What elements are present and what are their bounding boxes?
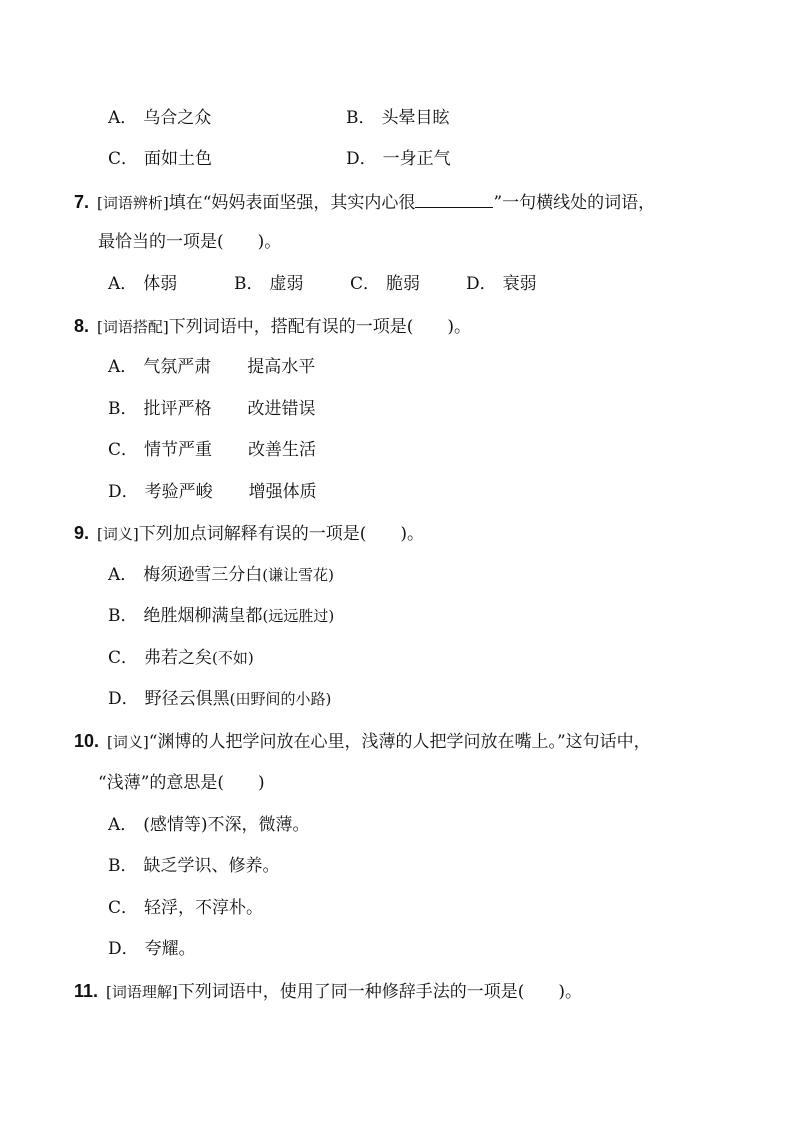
q6-option-c: C． 面如土色 [108,149,213,169]
q7-option-c: C． 脆弱 [350,274,421,294]
q8-option-a: A． 气氛严肃 提高水平 [108,357,316,377]
q10-option-a: A． (感情等)不深，微薄。 [108,815,310,835]
q11-stem: 11. [词语理解]下列词语中，使用了同一种修辞手法的一项是( )。 [74,981,583,1002]
q9-stem: 9. [词义]下列加点词解释有误的一项是( )。 [74,523,424,544]
q9-option-c: C． 弗若之矣(不如) [108,648,254,668]
q6-option-d: D． 一身正气 [346,149,451,169]
q9-number: 9. [74,523,90,543]
q9-tag: [词义] [97,525,139,543]
q7-tag: [词语辨析] [97,194,169,212]
q7-option-d: D． 衰弱 [466,274,537,294]
q10-option-c: C． 轻浮，不淳朴。 [108,898,264,918]
q7-stem: 7. [词语辨析]填在“妈妈表面坚强，其实内心很 ”一句横线处的词语， [74,189,655,215]
q10-stem-line2: “浅薄”的意思是( ) [98,773,265,793]
q8-stem: 8. [词语搭配]下列词语中，搭配有误的一项是( )。 [74,316,471,337]
q7-option-a: A． 体弱 [108,274,178,294]
q11-number: 11. [74,981,99,1001]
q8-number: 8. [74,316,90,336]
q11-tag: [词语理解] [106,983,178,1001]
q7-stem-line2: 最恰当的一项是( )。 [98,232,282,252]
q7-number: 7. [74,192,90,212]
q8-option-c: C． 情节严重 改善生活 [108,440,317,460]
q6-option-b: B． 头晕目眩 [346,108,450,128]
q7-option-b: B． 虚弱 [234,274,304,294]
q7-answer-blank [415,189,493,208]
q6-option-a: A． 乌合之众 [108,108,212,128]
q8-tag: [词语搭配] [97,318,169,336]
q10-tag: [词义] [107,733,149,751]
q9-option-b: B． 绝胜烟柳满皇都(远远胜过) [108,606,335,626]
q10-option-b: B． 缺乏学识、修养。 [108,856,280,876]
q8-option-d: D． 考验严峻 增强体质 [108,482,317,502]
q10-stem: 10. [词义]“渊博的人把学问放在心里，浅薄的人把学问放在嘴上。”这句话中， [74,731,651,752]
q10-number: 10. [74,731,100,751]
q9-option-a: A． 梅须逊雪三分白(谦让雪花) [108,565,334,585]
q8-option-b: B． 批评严格 改进错误 [108,399,316,419]
q10-option-d: D． 夸耀。 [108,939,196,959]
q9-option-d: D． 野径云俱黑(田野间的小路) [108,689,332,709]
